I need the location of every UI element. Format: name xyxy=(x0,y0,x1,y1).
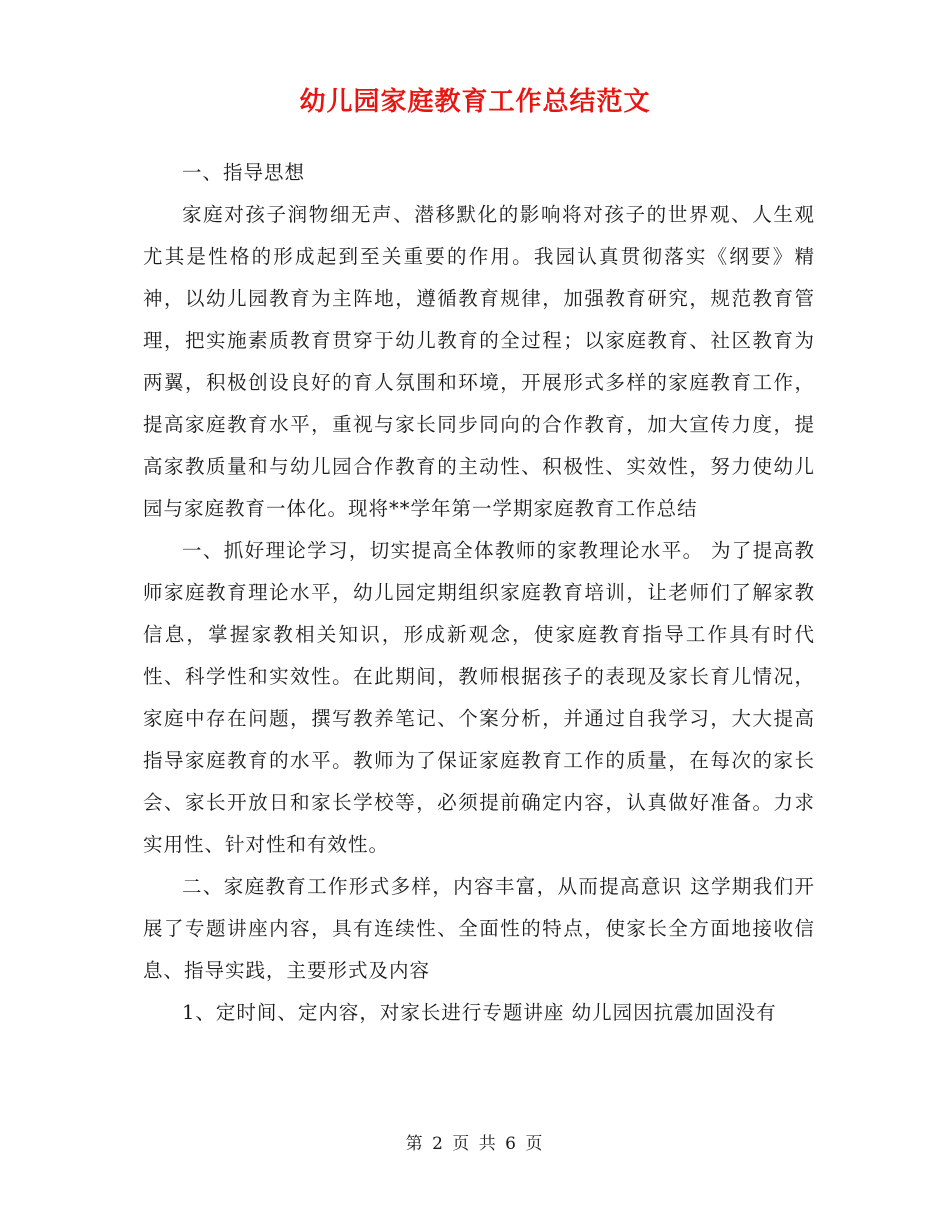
section-heading: 一、指导思想 xyxy=(182,161,306,184)
body-paragraph: 1、定时间、定内容，对家长进行专题讲座 幼儿园因抗震加固没有 xyxy=(182,1001,777,1024)
document-body xyxy=(143,152,815,1034)
body-paragraph: 二、家庭教育工作形式多样，内容丰富，从而提高意识 这学期我们开展了专题讲座内容，具有连续性、全面性的特点，使家长全方面地接收信息、指导实践，主要形式及内容 xyxy=(143,875,815,982)
body-paragraph: 家庭对孩子润物细无声、潜移默化的影响将对孩子的世界观、人生观尤其是性格的形成起到至关重要的作用。我园认真贯彻落实《纲要》精神，以幼儿园教育为主阵地，遵循教育规律，加强教育研究，规范教育管理，把实施素质教育贯穿于幼儿教育的全过程；以家庭教育、社区教育为两翼，积极创设良好的育人氛围和环境，开展形式多样的家庭教育工作，提高家庭教育水平，重视与家长同步同向的合作教育，加大宣传力度，提高家教质量和与幼儿园合作教育的主动性、积极性、实效性，努力使幼儿园与家庭教育一体化。现将**学年第一学期家庭教育工作总结 xyxy=(143,203,815,520)
page-number-footer: 第 2 页 共 6 页 xyxy=(405,1134,545,1154)
document-title: 幼儿园家庭教育工作总结范文 xyxy=(299,87,651,117)
body-paragraph: 一、抓好理论学习，切实提高全体教师的家教理论水平。 为了提高教师家庭教育理论水平，幼儿园定期组织家庭教育培训，让老师们了解家教信息，掌握家教相关知识，形成新观念，使家庭教育指导工作具有时代性、科学性和实效性。在此期间，教师根据孩子的表现及家长育儿情况，家庭中存在问题，撰写教养笔记、个案分析，并通过自我学习，大大提高指导家庭教育的水平。教师为了保证家庭教育工作的质量，在每次的家长会、家长开放日和家长学校等，必须提前确定内容，认真做好准备。力求实用性、针对性和有效性。 xyxy=(143,539,815,856)
